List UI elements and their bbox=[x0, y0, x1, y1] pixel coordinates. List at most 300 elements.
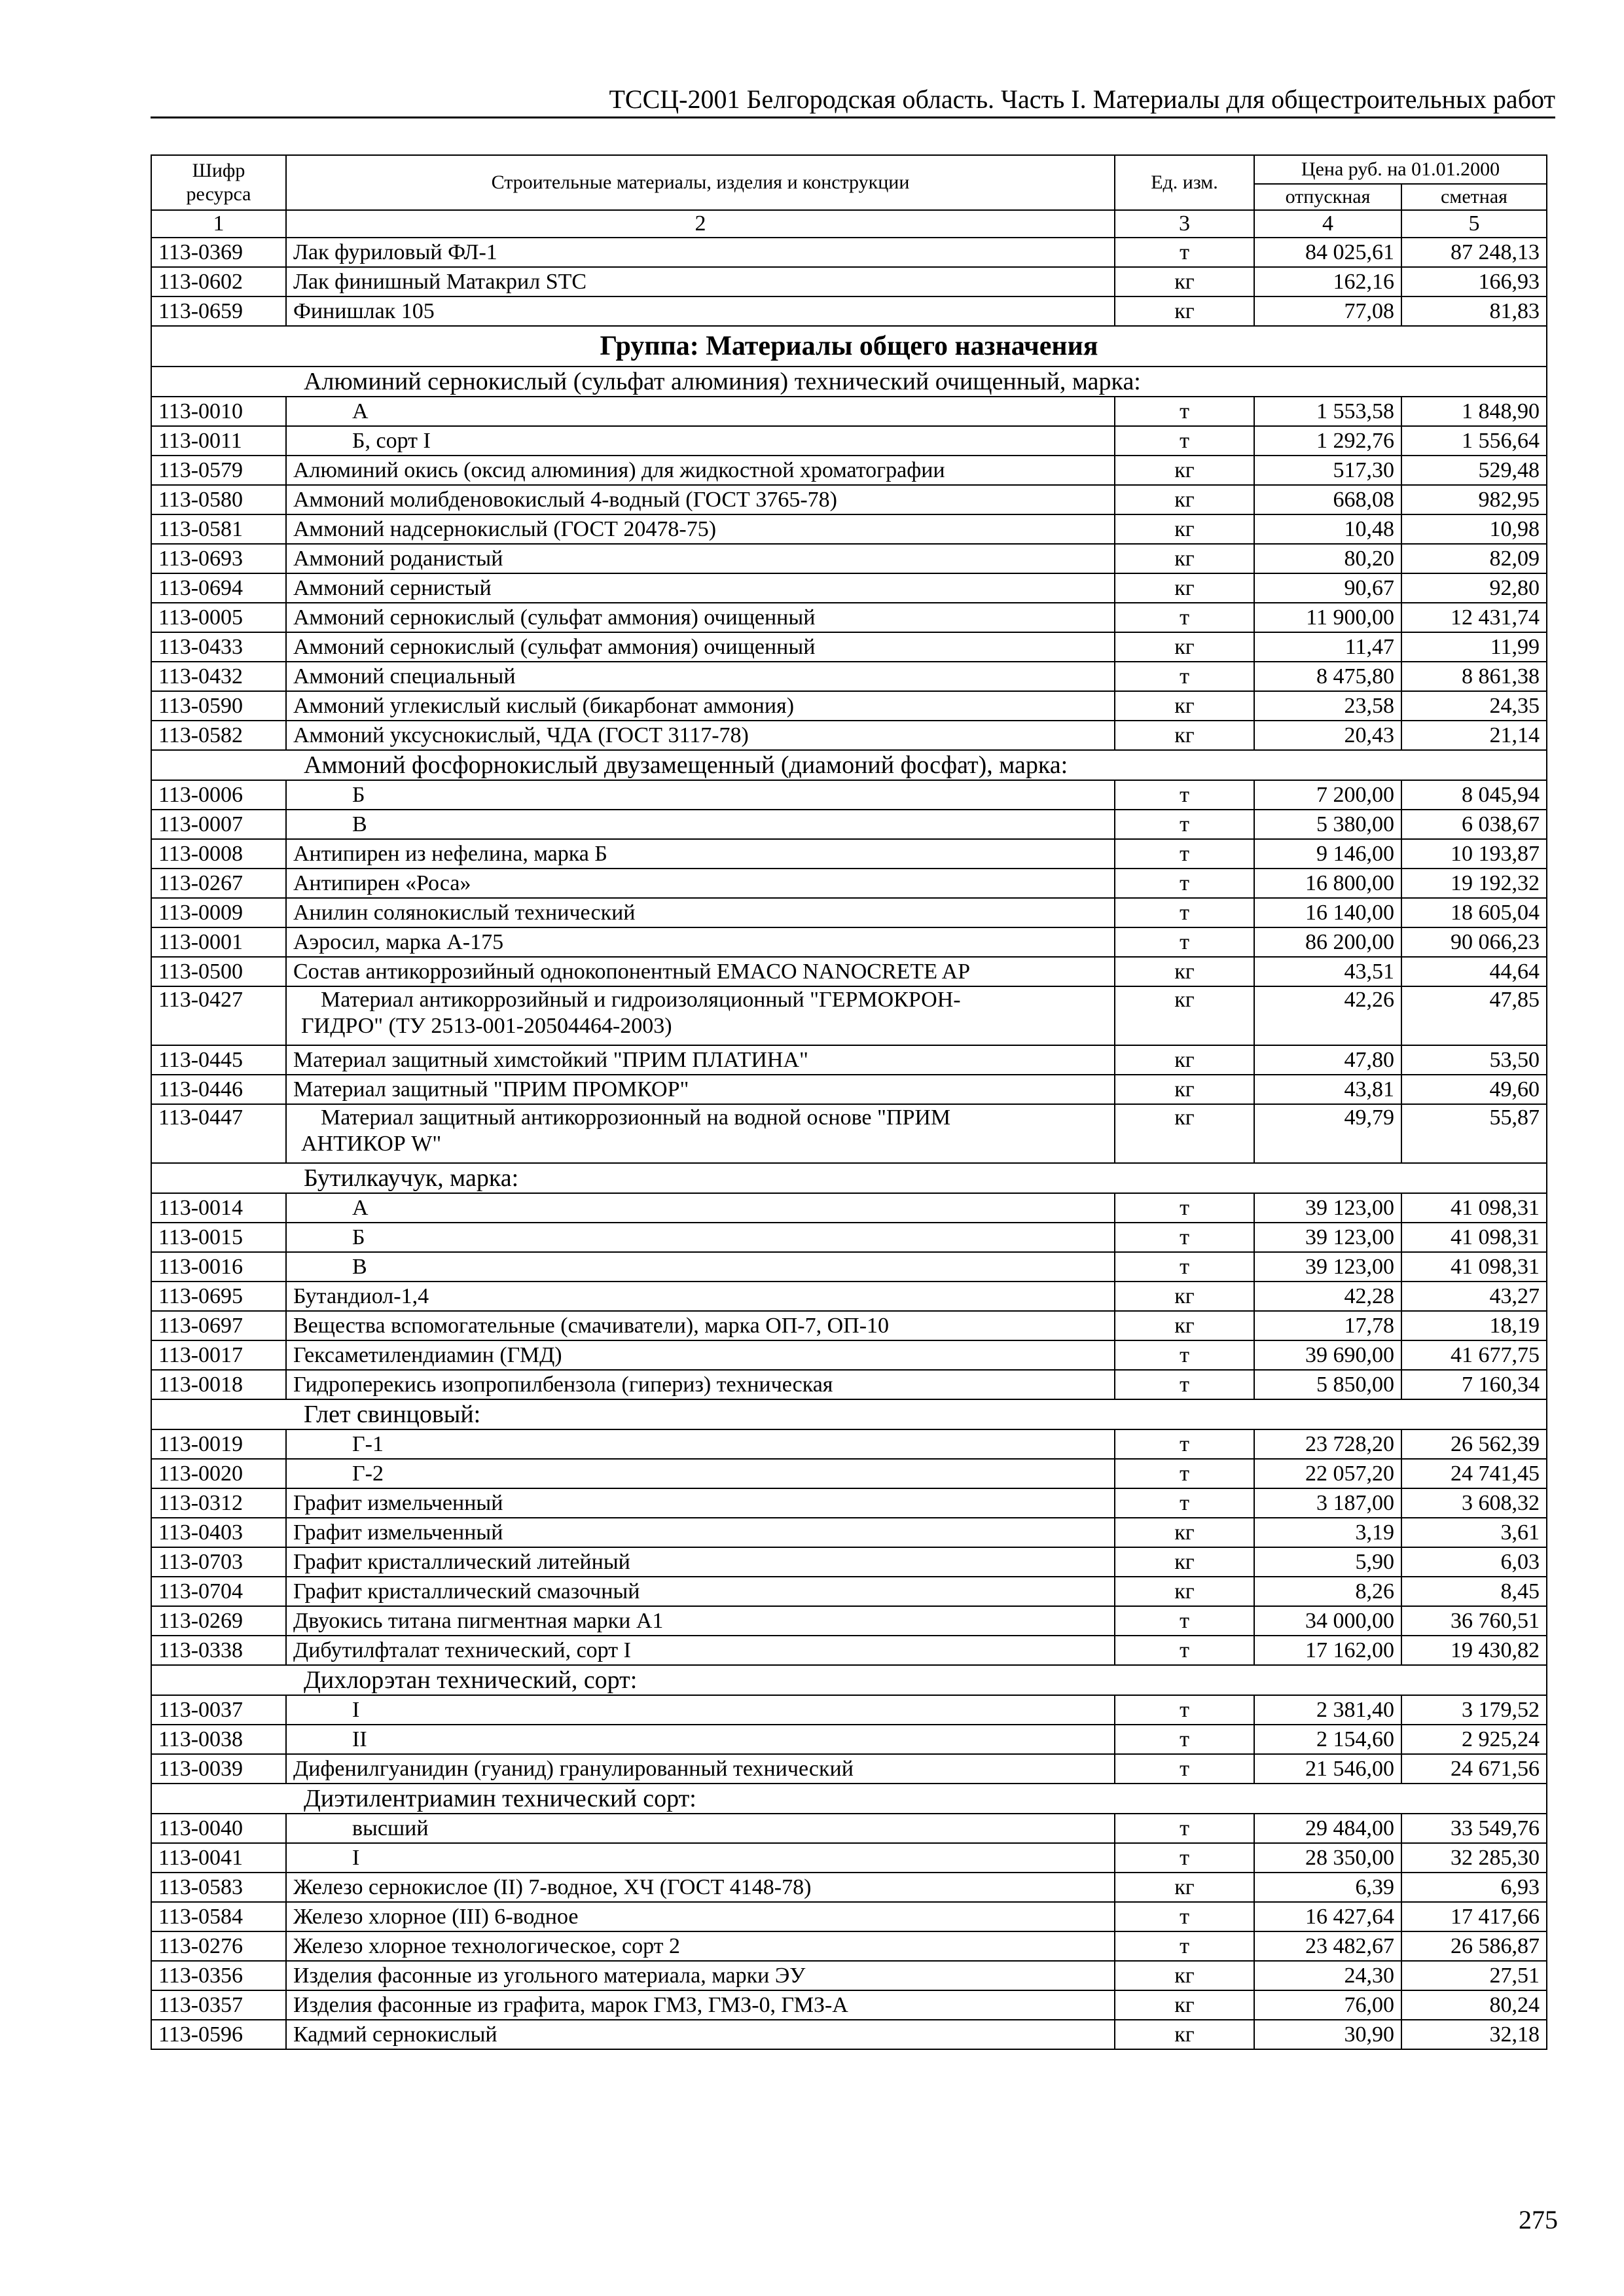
release-price-cell: 17 162,00 bbox=[1254, 1636, 1401, 1665]
estimate-price-cell: 21,14 bbox=[1401, 721, 1547, 750]
resource-code-cell: 113-0694 bbox=[151, 573, 286, 603]
release-price-cell: 39 690,00 bbox=[1254, 1340, 1401, 1370]
release-price-cell: 29 484,00 bbox=[1254, 1814, 1401, 1843]
unit-cell: т bbox=[1115, 780, 1254, 810]
release-price-cell: 77,08 bbox=[1254, 296, 1401, 326]
table-row bbox=[151, 1459, 1547, 1488]
table-row bbox=[151, 1518, 1547, 1547]
table-row bbox=[151, 662, 1547, 691]
resource-code-cell: 113-0584 bbox=[151, 1902, 286, 1931]
unit-cell: т bbox=[1115, 397, 1254, 426]
release-price-cell: 80,20 bbox=[1254, 544, 1401, 573]
table-row bbox=[151, 1311, 1547, 1340]
release-price-cell: 34 000,00 bbox=[1254, 1606, 1401, 1636]
unit-cell: кг bbox=[1115, 573, 1254, 603]
material-name-cell: Графит кристаллический смазочный bbox=[286, 1577, 1115, 1606]
release-price-cell: 86 200,00 bbox=[1254, 927, 1401, 957]
resource-code-cell: 113-0427 bbox=[151, 986, 286, 1045]
column-index: 1 bbox=[151, 210, 286, 238]
estimate-price-cell: 6,93 bbox=[1401, 1873, 1547, 1902]
unit-cell: т bbox=[1115, 1606, 1254, 1636]
table-row bbox=[151, 810, 1547, 839]
unit-cell: кг bbox=[1115, 632, 1254, 662]
table-row bbox=[151, 426, 1547, 456]
material-name-cell: Лак финишный Матакрил STC bbox=[286, 267, 1115, 296]
table-row bbox=[151, 1931, 1547, 1961]
resource-code-cell: 113-0433 bbox=[151, 632, 286, 662]
material-name-line: Материал антикоррозийный и гидроизоляционный "ГЕРМОКРОН- bbox=[321, 988, 961, 1012]
column-header-release-price: отпускная bbox=[1254, 184, 1401, 210]
release-price-cell: 42,28 bbox=[1254, 1282, 1401, 1311]
estimate-price-cell: 41 677,75 bbox=[1401, 1340, 1547, 1370]
table-row bbox=[151, 397, 1547, 426]
material-name-cell: Графит кристаллический литейный bbox=[286, 1547, 1115, 1577]
unit-cell: кг bbox=[1115, 1873, 1254, 1902]
unit-cell: т bbox=[1115, 1370, 1254, 1399]
material-name-cell: Лак фуриловый ФЛ-1 bbox=[286, 238, 1115, 267]
release-price-cell: 1 553,58 bbox=[1254, 397, 1401, 426]
resource-code-cell: 113-0005 bbox=[151, 603, 286, 632]
unit-cell: т bbox=[1115, 1488, 1254, 1518]
resource-code-cell: 113-0447 bbox=[151, 1104, 286, 1163]
release-price-cell: 10,48 bbox=[1254, 514, 1401, 544]
release-price-cell: 668,08 bbox=[1254, 485, 1401, 514]
estimate-price-cell: 2 925,24 bbox=[1401, 1725, 1547, 1754]
resource-code-cell: 113-0579 bbox=[151, 456, 286, 485]
subgroup-heading: Аммоний фосфорнокислый двузамещенный (диамоний фосфат), марка: bbox=[151, 750, 1547, 780]
table-row bbox=[151, 1429, 1547, 1459]
unit-cell: т bbox=[1115, 238, 1254, 267]
resource-code-cell: 113-0009 bbox=[151, 898, 286, 927]
table-row bbox=[151, 544, 1547, 573]
material-name-cell: А bbox=[286, 397, 1115, 426]
unit-cell: т bbox=[1115, 1223, 1254, 1252]
material-name-cell bbox=[286, 1104, 1115, 1163]
subgroup-heading: Диэтилентриамин технический сорт: bbox=[151, 1784, 1547, 1814]
resource-code-cell: 113-0446 bbox=[151, 1075, 286, 1104]
material-name-cell: Б, сорт I bbox=[286, 426, 1115, 456]
unit-cell: т bbox=[1115, 810, 1254, 839]
estimate-price-cell: 8,45 bbox=[1401, 1577, 1547, 1606]
resource-code-cell: 113-0001 bbox=[151, 927, 286, 957]
estimate-price-cell: 529,48 bbox=[1401, 456, 1547, 485]
estimate-price-cell: 17 417,66 bbox=[1401, 1902, 1547, 1931]
material-name-cell: высший bbox=[286, 1814, 1115, 1843]
table-row bbox=[151, 1340, 1547, 1370]
release-price-cell: 5 380,00 bbox=[1254, 810, 1401, 839]
header-rule bbox=[151, 117, 1555, 118]
resource-code-cell: 113-0038 bbox=[151, 1725, 286, 1754]
estimate-price-cell: 19 430,82 bbox=[1401, 1636, 1547, 1665]
release-price-cell: 21 546,00 bbox=[1254, 1754, 1401, 1784]
table-row bbox=[151, 238, 1547, 267]
column-header-estimate-price: сметная bbox=[1401, 184, 1547, 210]
table-row bbox=[151, 1252, 1547, 1282]
resource-code-cell: 113-0500 bbox=[151, 957, 286, 986]
unit-cell: кг bbox=[1115, 986, 1254, 1045]
resource-code-cell: 113-0445 bbox=[151, 1045, 286, 1075]
unit-cell: кг bbox=[1115, 691, 1254, 721]
table-row bbox=[151, 1725, 1547, 1754]
material-name-cell: Аммоний роданистый bbox=[286, 544, 1115, 573]
estimate-price-cell: 47,85 bbox=[1401, 986, 1547, 1045]
release-price-cell: 5,90 bbox=[1254, 1547, 1401, 1577]
estimate-price-cell: 24 741,45 bbox=[1401, 1459, 1547, 1488]
resource-code-cell: 113-0017 bbox=[151, 1340, 286, 1370]
material-name-cell: Материал защитный "ПРИМ ПРОМКОР" bbox=[286, 1075, 1115, 1104]
material-name-cell: Антипирен «Роса» bbox=[286, 869, 1115, 898]
subgroup-heading: Дихлорэтан технический, сорт: bbox=[151, 1665, 1547, 1695]
resource-code-cell: 113-0583 bbox=[151, 1873, 286, 1902]
estimate-price-cell: 12 431,74 bbox=[1401, 603, 1547, 632]
material-name-cell: Б bbox=[286, 1223, 1115, 1252]
material-name-cell: Графит измельченный bbox=[286, 1518, 1115, 1547]
material-name-cell: А bbox=[286, 1193, 1115, 1223]
resource-code-cell: 113-0018 bbox=[151, 1370, 286, 1399]
release-price-cell: 43,51 bbox=[1254, 957, 1401, 986]
table-row bbox=[151, 267, 1547, 296]
material-name-cell: Г-1 bbox=[286, 1429, 1115, 1459]
column-index: 4 bbox=[1254, 210, 1401, 238]
unit-cell: кг bbox=[1115, 1961, 1254, 1990]
price-table bbox=[151, 154, 1547, 2050]
subgroup-heading: Глет свинцовый: bbox=[151, 1399, 1547, 1429]
resource-code-cell: 113-0037 bbox=[151, 1695, 286, 1725]
resource-code-cell: 113-0276 bbox=[151, 1931, 286, 1961]
unit-cell: кг bbox=[1115, 1311, 1254, 1340]
estimate-price-cell: 36 760,51 bbox=[1401, 1606, 1547, 1636]
resource-code-cell: 113-0403 bbox=[151, 1518, 286, 1547]
estimate-price-cell: 26 586,87 bbox=[1401, 1931, 1547, 1961]
material-name-line: Материал защитный антикоррозионный на водной основе "ПРИМ bbox=[321, 1105, 951, 1130]
unit-cell: кг bbox=[1115, 1990, 1254, 2020]
unit-cell: т bbox=[1115, 662, 1254, 691]
material-name-cell: I bbox=[286, 1695, 1115, 1725]
estimate-price-cell: 55,87 bbox=[1401, 1104, 1547, 1163]
resource-code-cell: 113-0010 bbox=[151, 397, 286, 426]
subgroup-heading-row bbox=[151, 750, 1547, 780]
release-price-cell: 47,80 bbox=[1254, 1045, 1401, 1075]
unit-cell: т bbox=[1115, 1252, 1254, 1282]
page-number: 275 bbox=[1519, 2205, 1558, 2234]
table-row bbox=[151, 1223, 1547, 1252]
table-row bbox=[151, 1695, 1547, 1725]
subgroup-heading-row bbox=[151, 1665, 1547, 1695]
price-table-body bbox=[151, 238, 1547, 2049]
estimate-price-cell: 32,18 bbox=[1401, 2020, 1547, 2049]
release-price-cell: 20,43 bbox=[1254, 721, 1401, 750]
unit-cell: кг bbox=[1115, 1282, 1254, 1311]
release-price-cell: 84 025,61 bbox=[1254, 238, 1401, 267]
unit-cell: кг bbox=[1115, 721, 1254, 750]
material-name-cell: Железо хлорное (III) 6-водное bbox=[286, 1902, 1115, 1931]
release-price-cell: 23 728,20 bbox=[1254, 1429, 1401, 1459]
subgroup-heading-row bbox=[151, 367, 1547, 397]
release-price-cell: 17,78 bbox=[1254, 1311, 1401, 1340]
release-price-cell: 1 292,76 bbox=[1254, 426, 1401, 456]
release-price-cell: 42,26 bbox=[1254, 986, 1401, 1045]
resource-code-cell: 113-0693 bbox=[151, 544, 286, 573]
release-price-cell: 76,00 bbox=[1254, 1990, 1401, 2020]
estimate-price-cell: 10,98 bbox=[1401, 514, 1547, 544]
estimate-price-cell: 24 671,56 bbox=[1401, 1754, 1547, 1784]
estimate-price-cell: 41 098,31 bbox=[1401, 1193, 1547, 1223]
resource-code-cell: 113-0008 bbox=[151, 839, 286, 869]
resource-code-cell: 113-0582 bbox=[151, 721, 286, 750]
resource-code-cell: 113-0704 bbox=[151, 1577, 286, 1606]
estimate-price-cell: 6 038,67 bbox=[1401, 810, 1547, 839]
material-name-cell bbox=[286, 986, 1115, 1045]
table-row bbox=[151, 927, 1547, 957]
estimate-price-cell: 18,19 bbox=[1401, 1311, 1547, 1340]
subgroup-heading: Алюминий сернокислый (сульфат алюминия) технический очищенный, марка: bbox=[151, 367, 1547, 397]
material-name-cell: В bbox=[286, 810, 1115, 839]
page-header-title: ТССЦ-2001 Белгородская область. Часть I. Материалы для общестроительных работ bbox=[609, 84, 1555, 114]
release-price-cell: 22 057,20 bbox=[1254, 1459, 1401, 1488]
unit-cell: т bbox=[1115, 1754, 1254, 1784]
table-row bbox=[151, 869, 1547, 898]
material-name-cell: Г-2 bbox=[286, 1459, 1115, 1488]
resource-code-cell: 113-0015 bbox=[151, 1223, 286, 1252]
material-name-cell: Финишлак 105 bbox=[286, 296, 1115, 326]
unit-cell: т bbox=[1115, 426, 1254, 456]
release-price-cell: 16 427,64 bbox=[1254, 1902, 1401, 1931]
table-row bbox=[151, 1990, 1547, 2020]
release-price-cell: 30,90 bbox=[1254, 2020, 1401, 2049]
estimate-price-cell: 26 562,39 bbox=[1401, 1429, 1547, 1459]
material-name-cell: Аммоний сернокислый (сульфат аммония) очищенный bbox=[286, 632, 1115, 662]
estimate-price-cell: 24,35 bbox=[1401, 691, 1547, 721]
unit-cell: т bbox=[1115, 1636, 1254, 1665]
estimate-price-cell: 11,99 bbox=[1401, 632, 1547, 662]
resource-code-cell: 113-0357 bbox=[151, 1990, 286, 2020]
table-row bbox=[151, 1075, 1547, 1104]
table-row bbox=[151, 632, 1547, 662]
estimate-price-cell: 3 608,32 bbox=[1401, 1488, 1547, 1518]
table-row bbox=[151, 1577, 1547, 1606]
price-table-header bbox=[151, 155, 1547, 238]
unit-cell: т bbox=[1115, 1843, 1254, 1873]
subgroup-heading: Бутилкаучук, марка: bbox=[151, 1163, 1547, 1193]
release-price-cell: 5 850,00 bbox=[1254, 1370, 1401, 1399]
column-index-row bbox=[151, 210, 1547, 238]
table-row bbox=[151, 1606, 1547, 1636]
unit-cell: кг bbox=[1115, 1104, 1254, 1163]
release-price-cell: 8,26 bbox=[1254, 1577, 1401, 1606]
material-name-cell: Аммоний сернистый bbox=[286, 573, 1115, 603]
table-row bbox=[151, 780, 1547, 810]
unit-cell: т bbox=[1115, 1193, 1254, 1223]
release-price-cell: 24,30 bbox=[1254, 1961, 1401, 1990]
material-name-cell: Дифенилгуанидин (гуанид) гранулированный технический bbox=[286, 1754, 1115, 1784]
resource-code-cell: 113-0016 bbox=[151, 1252, 286, 1282]
material-name-cell: Антипирен из нефелина, марка Б bbox=[286, 839, 1115, 869]
estimate-price-cell: 41 098,31 bbox=[1401, 1252, 1547, 1282]
resource-code-cell: 113-0596 bbox=[151, 2020, 286, 2049]
column-index: 2 bbox=[286, 210, 1115, 238]
estimate-price-cell: 3,61 bbox=[1401, 1518, 1547, 1547]
material-name-cell: Анилин солянокислый технический bbox=[286, 898, 1115, 927]
material-name-cell: Бутандиол-1,4 bbox=[286, 1282, 1115, 1311]
group-heading: Группа: Материалы общего назначения bbox=[151, 326, 1547, 367]
unit-cell: т bbox=[1115, 927, 1254, 957]
release-price-cell: 2 381,40 bbox=[1254, 1695, 1401, 1725]
table-row bbox=[151, 296, 1547, 326]
table-row bbox=[151, 1843, 1547, 1873]
column-header-description: Строительные материалы, изделия и конструкции bbox=[286, 155, 1115, 210]
resource-code-cell: 113-0659 bbox=[151, 296, 286, 326]
unit-cell: кг bbox=[1115, 267, 1254, 296]
estimate-price-cell: 166,93 bbox=[1401, 267, 1547, 296]
release-price-cell: 23,58 bbox=[1254, 691, 1401, 721]
estimate-price-cell: 80,24 bbox=[1401, 1990, 1547, 2020]
estimate-price-cell: 6,03 bbox=[1401, 1547, 1547, 1577]
resource-code-cell: 113-0602 bbox=[151, 267, 286, 296]
release-price-cell: 3 187,00 bbox=[1254, 1488, 1401, 1518]
table-row bbox=[151, 1193, 1547, 1223]
unit-cell: т bbox=[1115, 1429, 1254, 1459]
material-name-cell: Графит измельченный bbox=[286, 1488, 1115, 1518]
estimate-price-cell: 1 556,64 bbox=[1401, 426, 1547, 456]
material-name-cell: Б bbox=[286, 780, 1115, 810]
material-name-cell: В bbox=[286, 1252, 1115, 1282]
column-header-price: Цена руб. на 01.01.2000 bbox=[1254, 155, 1547, 184]
estimate-price-cell: 10 193,87 bbox=[1401, 839, 1547, 869]
unit-cell: кг bbox=[1115, 2020, 1254, 2049]
unit-cell: кг bbox=[1115, 957, 1254, 986]
table-row bbox=[151, 1370, 1547, 1399]
resource-code-cell: 113-0019 bbox=[151, 1429, 286, 1459]
unit-cell: т bbox=[1115, 1695, 1254, 1725]
unit-cell: т bbox=[1115, 1340, 1254, 1370]
release-price-cell: 11,47 bbox=[1254, 632, 1401, 662]
table-row bbox=[151, 514, 1547, 544]
release-price-cell: 3,19 bbox=[1254, 1518, 1401, 1547]
release-price-cell: 49,79 bbox=[1254, 1104, 1401, 1163]
release-price-cell: 6,39 bbox=[1254, 1873, 1401, 1902]
material-name-cell: Алюминий окись (оксид алюминия) для жидкостной хроматографии bbox=[286, 456, 1115, 485]
resource-code-cell: 113-0040 bbox=[151, 1814, 286, 1843]
material-name-cell: Дибутилфталат технический, сорт I bbox=[286, 1636, 1115, 1665]
table-row bbox=[151, 603, 1547, 632]
estimate-price-cell: 90 066,23 bbox=[1401, 927, 1547, 957]
material-name-cell: Аммоний молибденовокислый 4-водный (ГОСТ 3765-78) bbox=[286, 485, 1115, 514]
estimate-price-cell: 32 285,30 bbox=[1401, 1843, 1547, 1873]
release-price-cell: 23 482,67 bbox=[1254, 1931, 1401, 1961]
estimate-price-cell: 27,51 bbox=[1401, 1961, 1547, 1990]
material-name-cell: II bbox=[286, 1725, 1115, 1754]
material-name-cell: Железо хлорное технологическое, сорт 2 bbox=[286, 1931, 1115, 1961]
estimate-price-cell: 43,27 bbox=[1401, 1282, 1547, 1311]
material-name-cell: Вещества вспомогательные (смачиватели), марка ОП-7, ОП-10 bbox=[286, 1311, 1115, 1340]
estimate-price-cell: 44,64 bbox=[1401, 957, 1547, 986]
unit-cell: т bbox=[1115, 898, 1254, 927]
material-name-cell: Железо сернокислое (II) 7-водное, ХЧ (ГОСТ 4148-78) bbox=[286, 1873, 1115, 1902]
release-price-cell: 162,16 bbox=[1254, 267, 1401, 296]
column-index: 5 bbox=[1401, 210, 1547, 238]
estimate-price-cell: 41 098,31 bbox=[1401, 1223, 1547, 1252]
material-name-cell: Изделия фасонные из угольного материала, марки ЭУ bbox=[286, 1961, 1115, 1990]
resource-code-cell: 113-0581 bbox=[151, 514, 286, 544]
resource-code-cell: 113-0041 bbox=[151, 1843, 286, 1873]
resource-code-cell: 113-0011 bbox=[151, 426, 286, 456]
resource-code-cell: 113-0020 bbox=[151, 1459, 286, 1488]
table-row bbox=[151, 986, 1547, 1045]
material-name-cell: Аэросил, марка А-175 bbox=[286, 927, 1115, 957]
column-header-code: Шифр ресурса bbox=[151, 155, 286, 210]
table-row bbox=[151, 1754, 1547, 1784]
unit-cell: т bbox=[1115, 1902, 1254, 1931]
unit-cell: т bbox=[1115, 1814, 1254, 1843]
unit-cell: т bbox=[1115, 1725, 1254, 1754]
column-header-unit: Ед. изм. bbox=[1115, 155, 1254, 210]
subgroup-heading-row bbox=[151, 1784, 1547, 1814]
material-name-cell: Изделия фасонные из графита, марок ГМЗ, ГМЗ-0, ГМЗ-А bbox=[286, 1990, 1115, 2020]
release-price-cell: 11 900,00 bbox=[1254, 603, 1401, 632]
unit-cell: т bbox=[1115, 869, 1254, 898]
material-name-cell: Аммоний сернокислый (сульфат аммония) очищенный bbox=[286, 603, 1115, 632]
resource-code-cell: 113-0269 bbox=[151, 1606, 286, 1636]
release-price-cell: 43,81 bbox=[1254, 1075, 1401, 1104]
release-price-cell: 16 140,00 bbox=[1254, 898, 1401, 927]
unit-cell: кг bbox=[1115, 1577, 1254, 1606]
unit-cell: кг bbox=[1115, 456, 1254, 485]
material-name-cell: Состав антикоррозийный однокопонентный EMACO NANOCRETE AP bbox=[286, 957, 1115, 986]
unit-cell: кг bbox=[1115, 1518, 1254, 1547]
resource-code-cell: 113-0014 bbox=[151, 1193, 286, 1223]
subgroup-heading-row bbox=[151, 1163, 1547, 1193]
resource-code-cell: 113-0006 bbox=[151, 780, 286, 810]
resource-code-cell: 113-0590 bbox=[151, 691, 286, 721]
release-price-cell: 517,30 bbox=[1254, 456, 1401, 485]
table-row bbox=[151, 456, 1547, 485]
material-name-cell: Аммоний углекислый кислый (бикарбонат аммония) bbox=[286, 691, 1115, 721]
table-row bbox=[151, 898, 1547, 927]
resource-code-cell: 113-0312 bbox=[151, 1488, 286, 1518]
resource-code-cell: 113-0703 bbox=[151, 1547, 286, 1577]
resource-code-cell: 113-0432 bbox=[151, 662, 286, 691]
table-row bbox=[151, 1961, 1547, 1990]
resource-code-cell: 113-0369 bbox=[151, 238, 286, 267]
release-price-cell: 9 146,00 bbox=[1254, 839, 1401, 869]
unit-cell: кг bbox=[1115, 296, 1254, 326]
material-name-cell: Кадмий сернокислый bbox=[286, 2020, 1115, 2049]
unit-cell: кг bbox=[1115, 1075, 1254, 1104]
release-price-cell: 39 123,00 bbox=[1254, 1252, 1401, 1282]
table-row bbox=[151, 573, 1547, 603]
table-row bbox=[151, 839, 1547, 869]
release-price-cell: 2 154,60 bbox=[1254, 1725, 1401, 1754]
estimate-price-cell: 8 045,94 bbox=[1401, 780, 1547, 810]
unit-cell: кг bbox=[1115, 544, 1254, 573]
unit-cell: т bbox=[1115, 1459, 1254, 1488]
unit-cell: т bbox=[1115, 603, 1254, 632]
resource-code-cell: 113-0338 bbox=[151, 1636, 286, 1665]
material-name-line: ГИДРО" (ТУ 2513-001-20504464-2003) bbox=[301, 1014, 672, 1038]
table-row bbox=[151, 2020, 1547, 2049]
resource-code-cell: 113-0356 bbox=[151, 1961, 286, 1990]
estimate-price-cell: 53,50 bbox=[1401, 1045, 1547, 1075]
estimate-price-cell: 87 248,13 bbox=[1401, 238, 1547, 267]
table-row bbox=[151, 1547, 1547, 1577]
resource-code-cell: 113-0267 bbox=[151, 869, 286, 898]
material-name-line: АНТИКОР W" bbox=[301, 1132, 442, 1156]
material-name-cell: Гексаметилендиамин (ГМД) bbox=[286, 1340, 1115, 1370]
release-price-cell: 7 200,00 bbox=[1254, 780, 1401, 810]
unit-cell: кг bbox=[1115, 485, 1254, 514]
resource-code-cell: 113-0039 bbox=[151, 1754, 286, 1784]
estimate-price-cell: 982,95 bbox=[1401, 485, 1547, 514]
